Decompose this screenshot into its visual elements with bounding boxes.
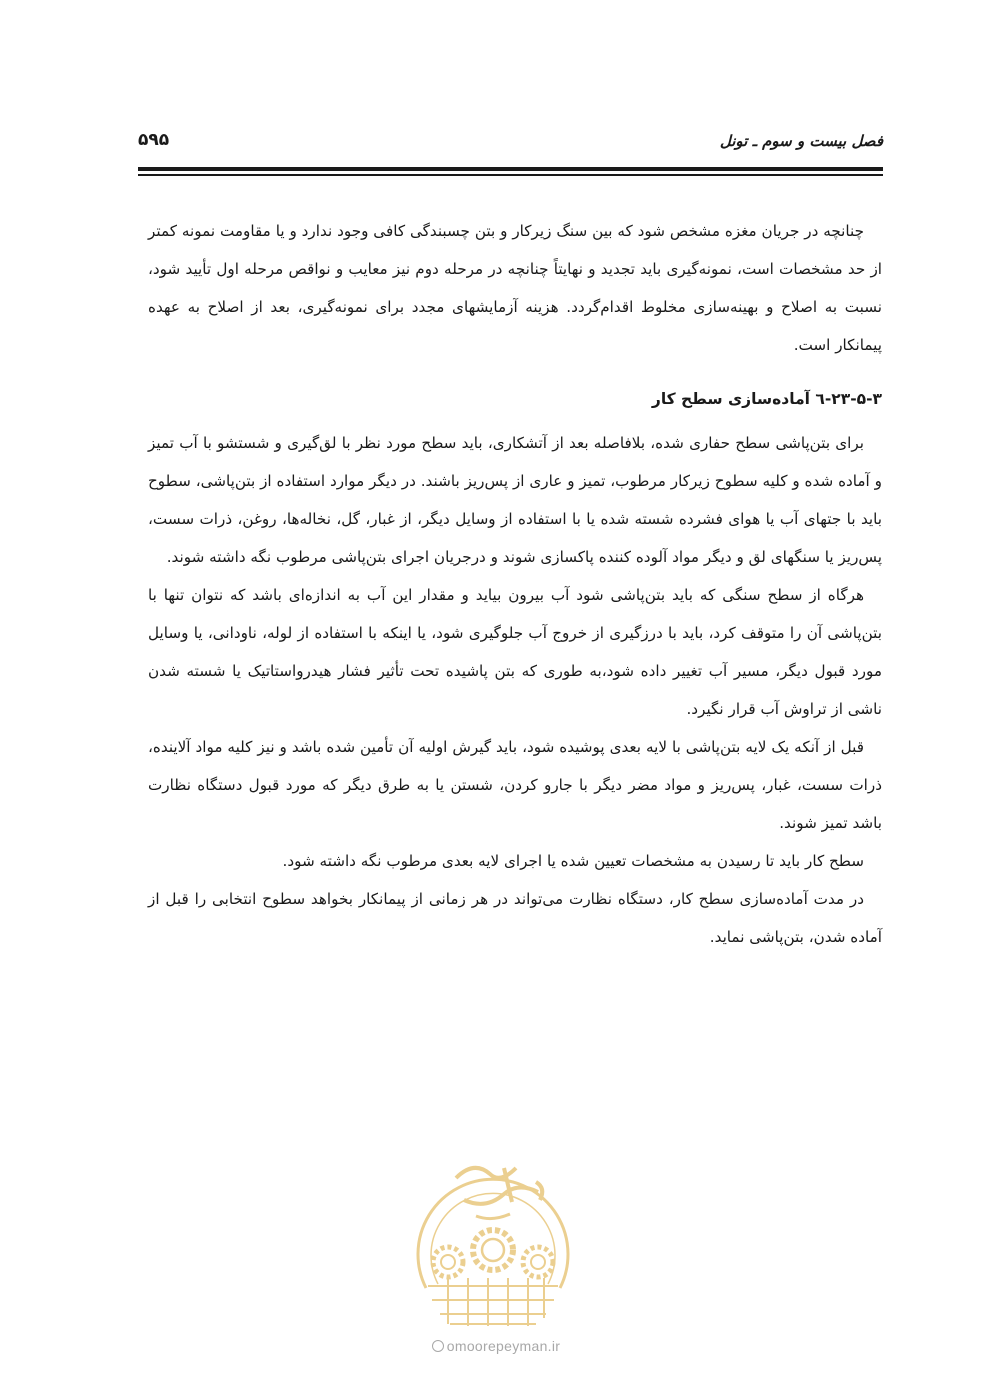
- page-header: [138, 124, 883, 164]
- watermark-url-text: omoorepeyman.ir: [446, 1338, 561, 1354]
- paragraph-surface-cleaning: برای بتن‌پاشی سطح حفاری شده، بلافاصله بعد از آتشکاری، باید سطح مورد نظر با لق‌گیری و شستشو با آب تمیز و آماده شده و کلیه سطوح زیرکار مرطوب، تمیز و عاری از پس‌ریز باشند. در دیگر موارد استفاده از بتن‌پاشی، سطوح باید با جتهای آب یا هوای فشرده شسته شده یا با استفاده از وسایل دیگر، از غبار، گل، نخاله‌ها، روغن، ذرات سست، پس‌ریز یا سنگهای لق و دیگر مواد آلوده کننده پاکسازی شوند و درجریان اجرای بتن‌پاشی مرطوب نگه داشته شوند.: [148, 434, 882, 566]
- chapter-title: فصل بیست و سوم ـ تونل: [719, 132, 883, 150]
- paragraph-core-sampling: چنانچه در جریان مغزه مشخص شود که بین سنگ زیرکار و بتن چسبندگی کافی وجود ندارد و یا مقاومت نمونه کمتر از حد مشخصات است، نمونه‌گیری باید تجدید و نهایتاً چنانچه در مرحله دوم نیز معایب و نواقص مرحله اول تأیید شود، نسبت به اصلاح و بهینه‌سازی مخلوط اقدام‌گردد. هزینه آزمایشهای مجدد برای نمونه‌گیری، بعد از اصلاح به عهده پیمانکار است.: [148, 222, 882, 354]
- at-sign-icon: [432, 1340, 444, 1352]
- paragraph-supervision: در مدت آماده‌سازی سطح کار، دستگاه نظارت می‌تواند در هر زمانی از پیمانکار بخواهد سطوح انتخابی را قبل از آماده شدن، بتن‌پاشی نماید.: [148, 890, 882, 946]
- header-rule-thin: [138, 174, 883, 176]
- watermark-url: [0, 1338, 992, 1354]
- header-rule-thick: [138, 167, 883, 171]
- section-heading: ۲۳-۵-۳-٦ آماده‌سازی سطح کار: [651, 390, 882, 408]
- document-body: [148, 212, 882, 956]
- paragraph-keep-moist: سطح کار باید تا رسیدن به مشخصات تعیین شده یا اجرای لایه بعدی مرطوب نگه داشته شود.: [282, 852, 864, 870]
- omoorepeyman-logo-watermark: [386, 1138, 600, 1328]
- paragraph-layer-covering: قبل از آنکه یک لایه بتن‌پاشی با لایه بعدی پوشیده شود، باید گیرش اولیه آن تأمین شده باشد و نیز کلیه مواد آلاینده، ذرات سست، غبار، پس‌ریز و مواد مضر دیگر با جارو کردن، شستن یا به طرق دیگر که مورد قبول دستگاه نظارت باشد تمیز شوند.: [148, 738, 882, 832]
- page-number: ۵۹۵: [138, 130, 170, 150]
- paragraph-water-seepage: هرگاه از سطح سنگی که باید بتن‌پاشی شود آب بیرون بیاید و مقدار این آب به اندازه‌ای باشد که نتوان تنها با بتن‌پاشی آن را متوقف کرد، باید با درزگیری از خروج آب جلوگیری شود، یا اینکه با استفاده از لوله، ناودانی، یا وسایل مورد قبول دیگر، مسیر آب تغییر داده شود،به طوری که بتن پاشیده تحت تأثیر فشار هیدرواستاتیک یا شسته شدن ناشی از تراوش آب قرار نگیرد.: [148, 586, 882, 718]
